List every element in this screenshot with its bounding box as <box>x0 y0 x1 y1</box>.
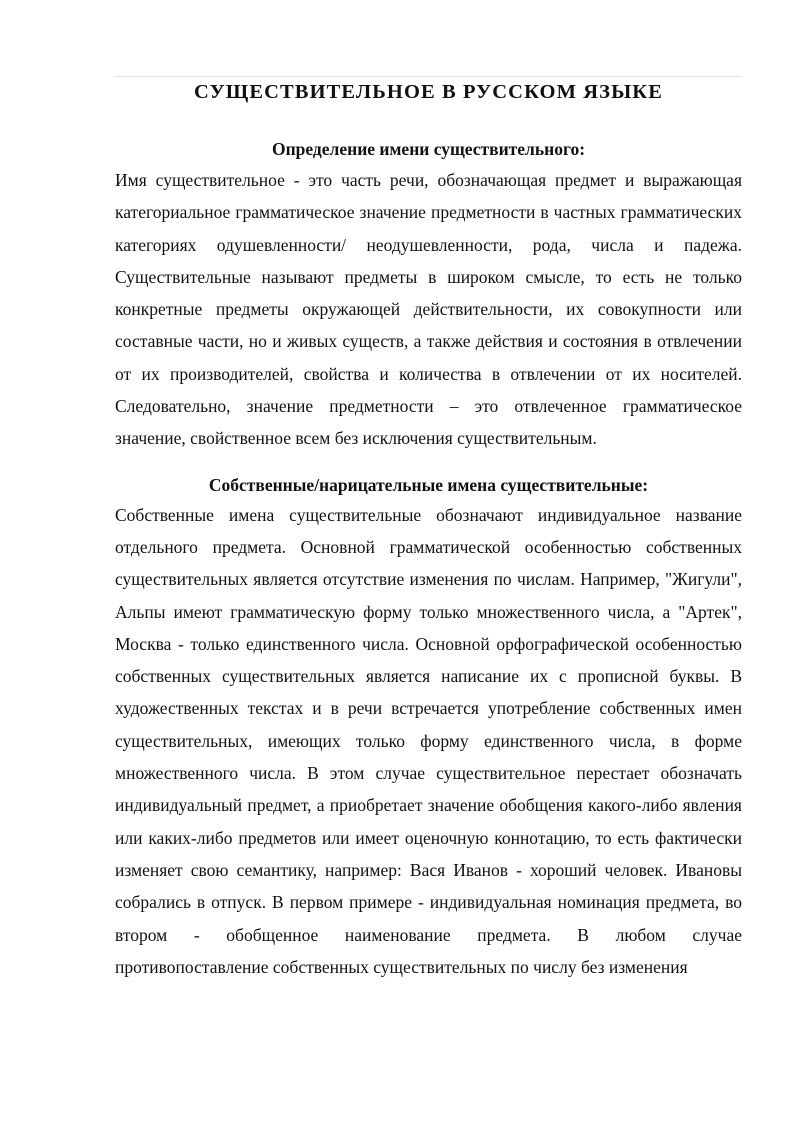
section-heading-proper-common: Собственные/нарицательные имена существительные: <box>208 474 649 495</box>
paragraph-definition: Имя существительное - это часть речи, обозначающая предмет и выражающая категориальное грамматическое значение предметности в частных грамматических категориях одушевленности/ неодушевленности, рода, числа и падежа. Существительные называют предметы в широком смысле, то есть не только конкретные предметы окружающей действительности, их совокупности или составные части, но и живых существ, а также действия и состояния в отвлечении от их производителей, свойства и количества в отвлечении от их носителей. Следовательно, значение предметности – это отвлеченное грамматическое значение, свойственное всем без исключения существительным. <box>115 170 742 449</box>
section-heading-definition: Определение имени существительного: <box>271 139 586 159</box>
document-title: СУЩЕСТВИТЕЛЬНОЕ В РУССКОМ ЯЗЫКЕ <box>193 81 664 103</box>
header-divider <box>114 76 742 77</box>
paragraph-proper-common: Собственные имена существительные обозначают индивидуальное название отдельного предмета. Основной грамматической особенностью собственных существительных является отсутствие изменения по числам. Например, "Жигули", Альпы имеют грамматическую форму только множественного числа, а "Артек", Москва - только единственного числа. Основной орфографической особенностью собственных существительных является написание их с прописной буквы. В художественных текстах и в речи встречается употребление собственных имен существительных, имеющих только форму единственного числа, в форме множественного числа. В этом случае существительное перестает обозначать индивидуальный предмет, а приобретает значение обобщения какого-либо явления или каких-либо предметов или имеет оценочную коннотацию, то есть фактически изменяет свою семантику, например: Вася Иванов - хороший человек. Ивановы собрались в отпуск. В первом примере - индивидуальная номинация предмета, во втором - обобщенное наименование предмета. В любом случае противопоставление собственных существительных по числу без изменения <box>115 504 742 977</box>
document-body <box>115 80 742 983</box>
